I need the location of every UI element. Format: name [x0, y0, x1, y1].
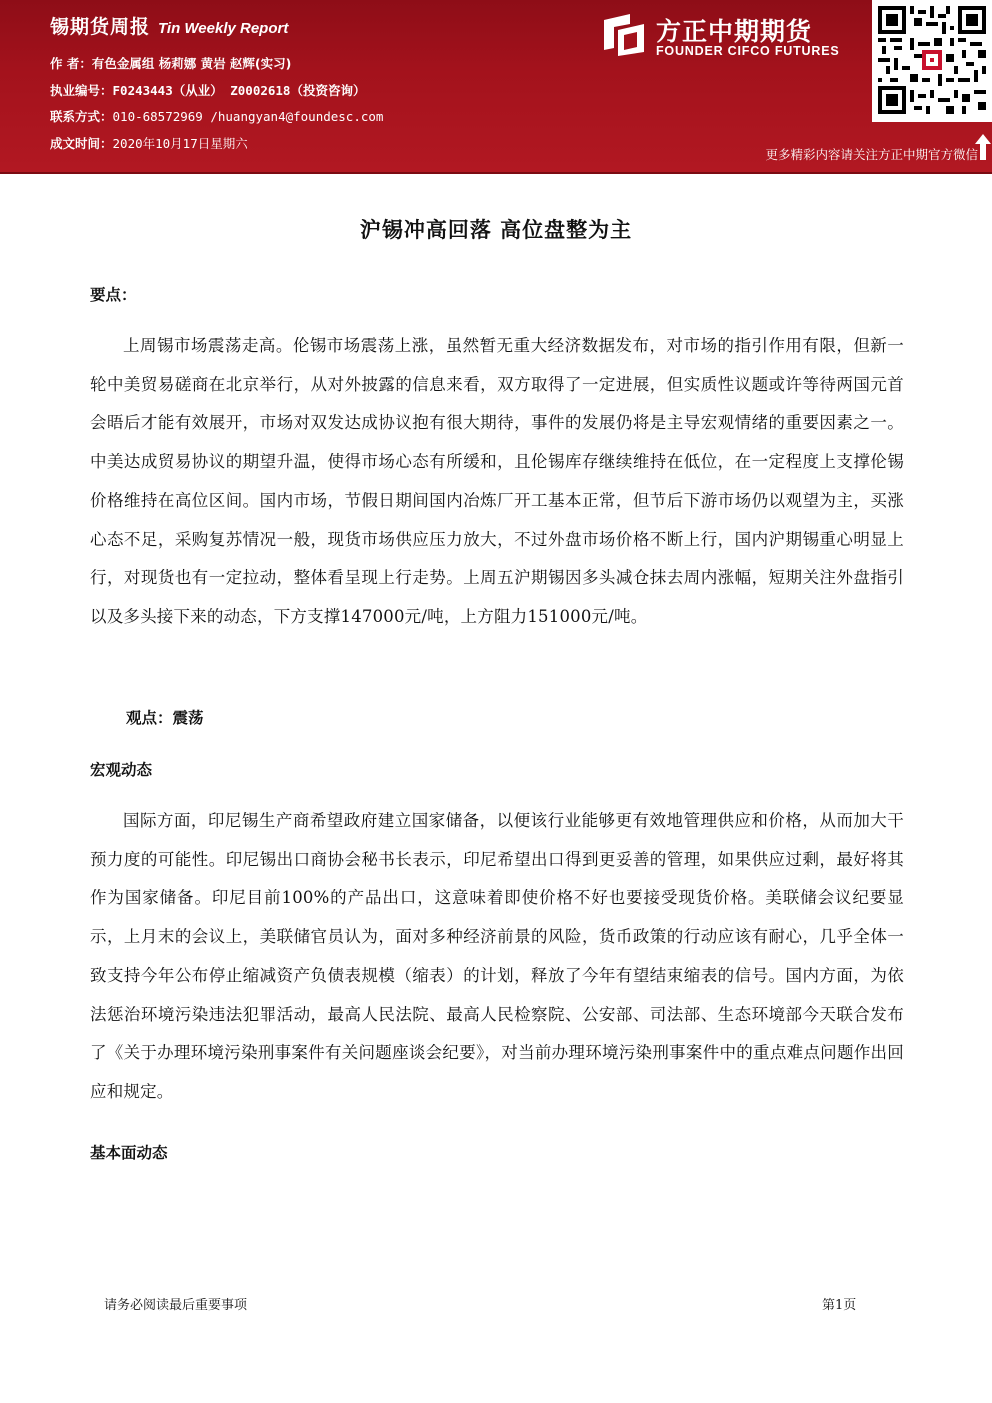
author-line — [50, 54, 291, 72]
date-value: 2020年10月17日星期六 — [112, 136, 248, 151]
footer-notice: 请务必阅读最后重要事项 — [104, 1298, 248, 1313]
qr-code-icon — [878, 6, 986, 114]
summary-paragraph: 上周锡市场震荡走高。伦锡市场震荡上涨，虽然暂无重大经济数据发布，对市场的指引作用有限，但新一轮中美贸易磋商在北京举行，从对外披露的信息来看，双方取得了一定进展，但实质性议题或许等待两国元首会晤后才能有效展开，市场对双发达成协议抱有很大期待，事件的发展仍将是主导宏观情绪的重要因素之一。中美达成贸易协议的期望升温，使得市场心态有所缓和，且伦锡库存继续维持在低位，在一定程度上支撑伦锡价格维持在高位区间。国内市场，节假日期间国内冶炼厂开工基本正常，但节后下游市场仍以观望为主，买涨心态不足，采购复苏情况一般，现货市场供应压力放大，不过外盘市场价格不断上行，国内沪期锡重心明显上行，对现货也有一定拉动，整体看呈现上行走势。上周五沪期锡因多头减仓抹去周内涨幅，短期关注外盘指引以及多头接下来的动态，下方支撑147000元/吨，上方阻力151000元/吨。 — [90, 336, 904, 626]
date-label: 成文时间： — [50, 136, 113, 151]
report-header — [0, 0, 992, 172]
macro-heading: 宏观动态 — [90, 761, 153, 779]
author-label: 作 者： — [50, 56, 92, 71]
founder-logo-icon — [604, 14, 644, 56]
macro-paragraph: 国际方面，印尼锡生产商希望政府建立国家储备，以便该行业能够更有效地管理供应和价格，从而加大干预力度的可能性。印尼锡出口商协会秘书长表示，印尼希望出口得到更妥善的管理，如果供应过剩，最好将其作为国家储备。印尼目前100%的产品出口，这意味着即使价格不好也要接受现货价格。美联储会议纪要显示，上月末的会议上，美联储官员认为，面对多种经济前景的风险，货币政策的行动应该有耐心，几乎全体一致支持今年公布停止缩减资产负债表规模（缩表）的计划，释放了今年有望结束缩表的信号。国内方面，为依法惩治环境污染违法犯罪活动，最高人民法院、最高人民检察院、公安部、司法部、生态环境部今天联合发布了《关于办理环境污染刑事案件有关问题座谈会纪要》，对当前办理环境污染刑事案件中的重点难点问题作出回应和规定。 — [90, 811, 904, 1101]
report-title-cn: 锡期货周报 — [50, 16, 151, 38]
follow-wechat-text: 更多精彩内容请关注方正中期官方微信 — [765, 147, 978, 162]
logo-text-en: FOUNDER CIFCO FUTURES — [656, 44, 840, 58]
view-line: 观点：震荡 — [126, 709, 204, 727]
report-title-en: Tin Weekly Report — [158, 20, 289, 37]
contact-line — [50, 107, 383, 125]
contact-label: 联系方式： — [50, 109, 113, 124]
contact-value: 010-68572969 /huangyan4@foundesc.com — [112, 109, 384, 124]
license-line — [50, 81, 365, 99]
fundamentals-heading: 基本面动态 — [90, 1144, 168, 1162]
report-title — [50, 12, 288, 39]
header-divider — [0, 172, 992, 174]
page-number: 第1页 — [822, 1298, 857, 1313]
date-line — [50, 134, 248, 152]
company-logo — [604, 10, 862, 62]
up-arrow-icon — [975, 134, 991, 160]
author-value: 有色金属组 杨莉娜 黄岩 赵辉(实习) — [91, 56, 292, 71]
logo-text-cn: 方正中期期货 — [656, 17, 813, 46]
document-title: 沪锡冲高回落 高位盘整为主 — [359, 218, 633, 242]
key-points-heading: 要点： — [90, 286, 137, 304]
license-label: 执业编号： — [50, 83, 113, 98]
wechat-qr-code[interactable] — [872, 0, 992, 122]
license-value: F0243443（从业） Z0002618（投资咨询） — [112, 83, 366, 98]
